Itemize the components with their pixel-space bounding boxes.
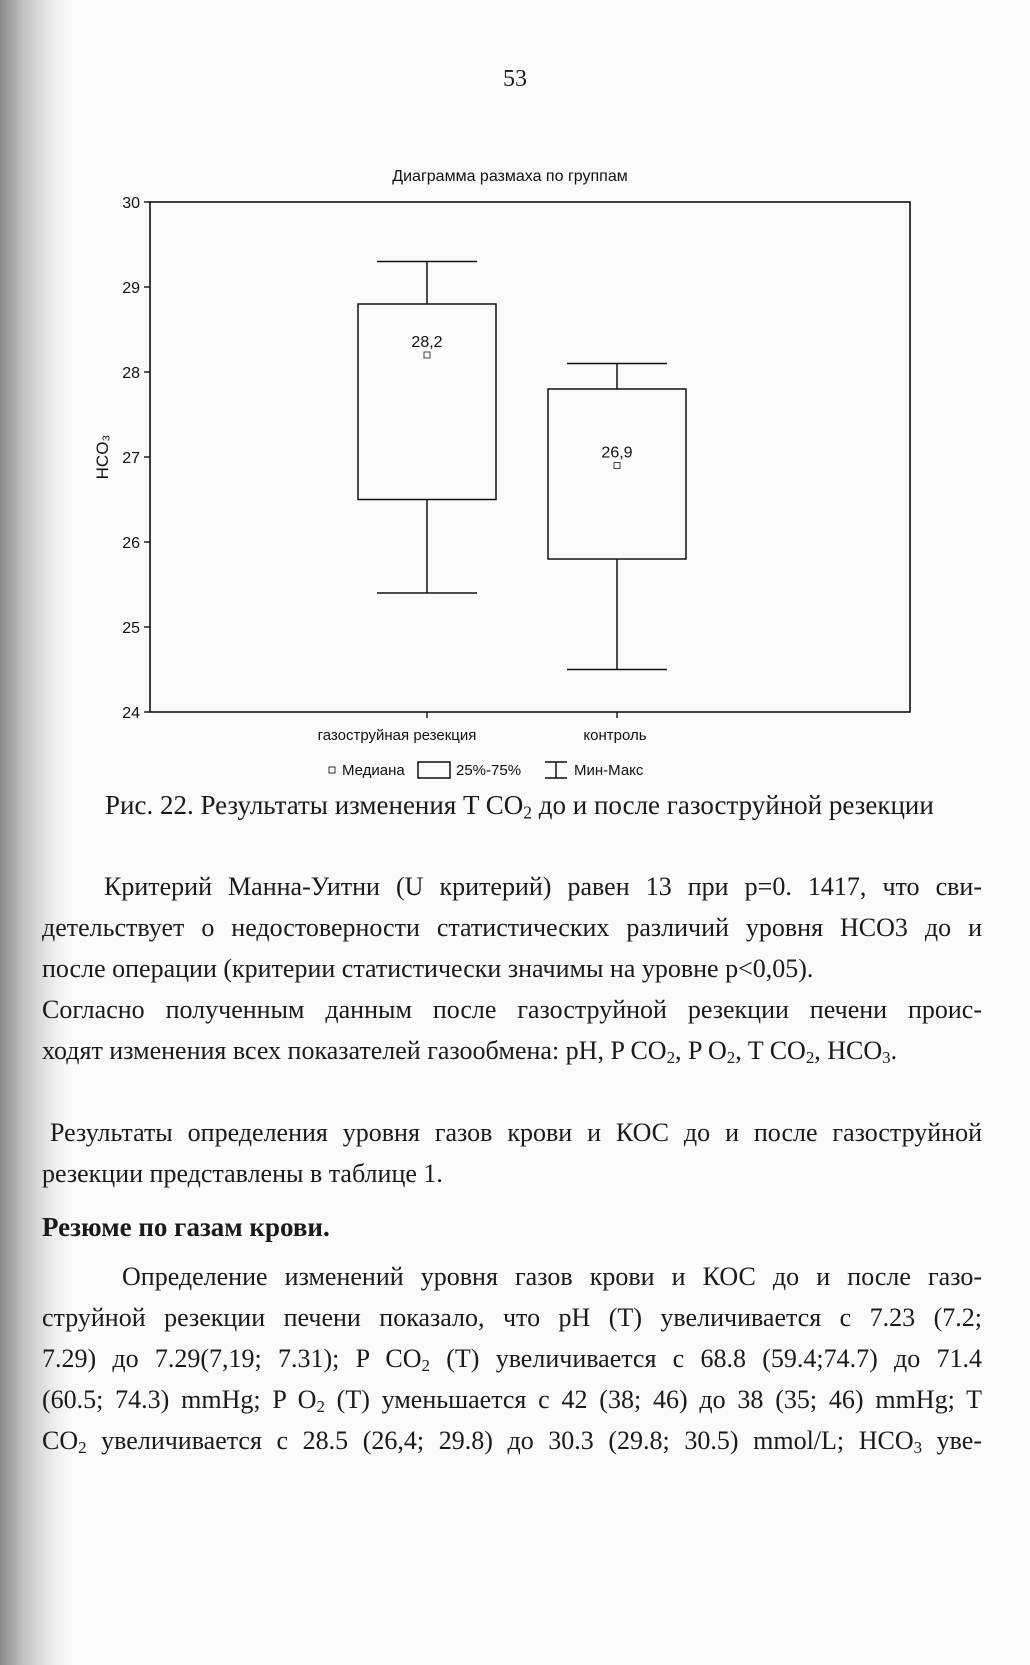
page-number: 53 <box>503 66 527 92</box>
boxplot-chart <box>90 160 940 790</box>
y-axis-label: HCO₃ <box>93 434 112 480</box>
section-heading: Резюме по газам крови. <box>42 1212 330 1242</box>
paragraph-table-ref: Результаты определения уровня газов крови и КОС до и после газоструйной резекции представлены в таблице 1. <box>42 1118 982 1188</box>
legend-box-marker <box>418 762 450 778</box>
legend <box>329 762 644 779</box>
legend-whisker-label: Мин-Макс <box>574 762 644 779</box>
legend-whisker-marker <box>545 762 567 778</box>
y-axis <box>122 195 150 722</box>
y-tick-label: 30 <box>122 195 140 212</box>
y-tick-label: 24 <box>122 705 140 722</box>
figure-caption: Рис. 22. Результаты изменения T $CO_2$ до и после газоструйной резекции <box>105 790 934 823</box>
iqr-box <box>548 389 686 559</box>
median-label: 26,9 <box>601 444 633 462</box>
plot-frame <box>150 202 910 712</box>
y-tick-label: 29 <box>122 280 140 297</box>
boxes <box>358 262 686 670</box>
x-tick-label: контроль <box>583 727 647 744</box>
y-tick-label: 26 <box>122 535 140 552</box>
paragraph-summary: Определение изменений уровня газов крови и КОС до и после газо- струйной резекции печени показало, что pH (T) увеличивается с 7.23 (7.2; 7.29) до 7.29(7,19; 7.31); P $CO_2$ (T) увеличивается с 68.8 (59.4;74.7) до 71.4 (60.5; 74.3) mmHg; P $O_2$ (T) уменьшается с 42 (38; 46) до 38 (35; 46) mmHg; T $CO_2$ увеличивается с 28.5 (26,4; 29.8) до 30.3 (29.8; 30.5) mmol/L; $HCO_3$ уве- <box>42 1262 983 1458</box>
paragraph-gas-exchange: Согласно полученным данным после газоструйной резекции печени проис- ходят изменения всех показателей газообмена: pH, P $CO_2$, P $O_2$, T $CO_2$, $HCO_3$. <box>42 995 982 1068</box>
x-axis <box>318 712 647 744</box>
chart-title: Диаграмма размаха по группам <box>392 168 628 185</box>
legend-box-label: 25%-75% <box>456 762 522 779</box>
y-tick-label: 27 <box>122 450 140 467</box>
y-tick-label: 28 <box>122 365 140 382</box>
box-group <box>358 262 496 594</box>
legend-median-marker <box>329 767 335 773</box>
median-label: 28,2 <box>411 334 443 351</box>
legend-median-label: Медиана <box>342 762 405 779</box>
box-group <box>548 364 686 670</box>
paragraph-mann-whitney: Критерий Манна-Уитни (U критерий) равен 13 при p=0. 1417, что сви- детельствует о недостоверности статистических различий уровня HCO3 до и после операции (критерии статистически значимы на уровне p<0,05). <box>42 872 982 983</box>
y-tick-label: 25 <box>122 620 140 637</box>
x-tick-label: газоструйная резекция <box>317 727 477 744</box>
